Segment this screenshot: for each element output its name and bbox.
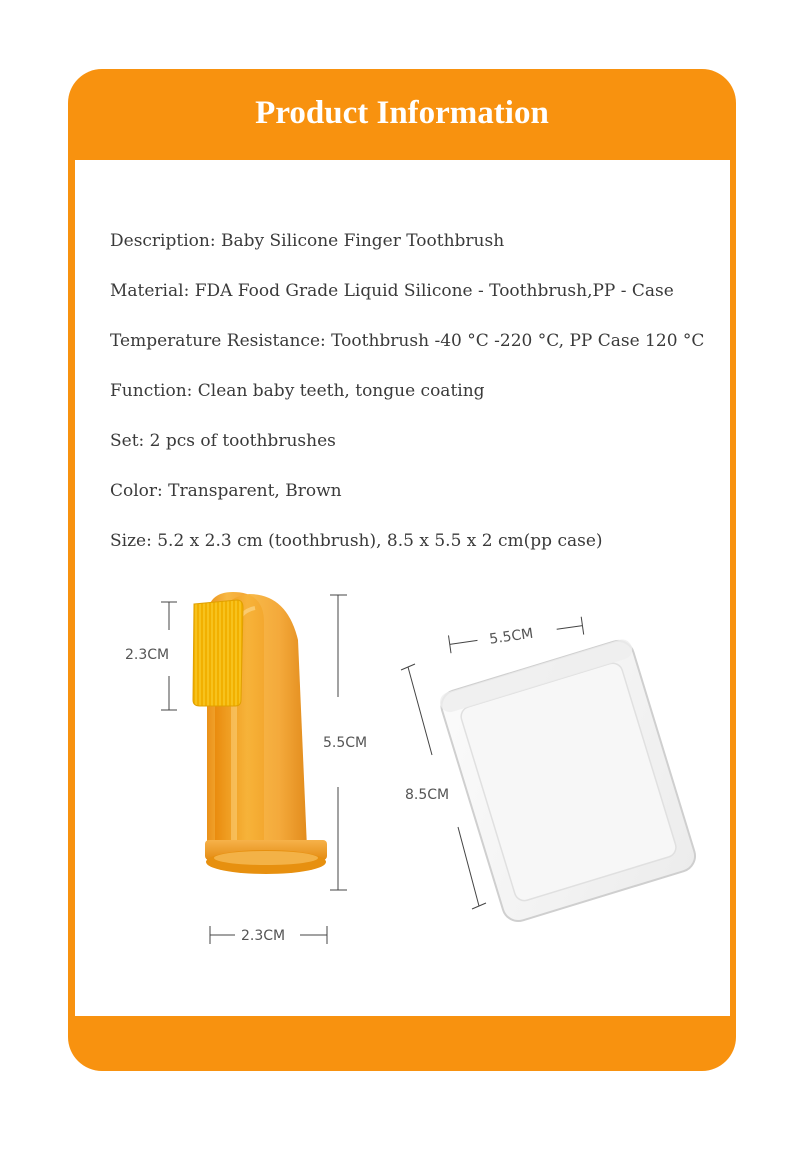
spec-list xyxy=(110,227,704,577)
case-width-dimension xyxy=(448,617,583,653)
spec-function: Function: Clean baby teeth, tongue coating xyxy=(110,381,485,401)
spec-set: Set: 2 pcs of toothbrushes xyxy=(110,431,336,451)
spec-material: Material: FDA Food Grade Liquid Silicone - Toothbrush,PP - Case xyxy=(110,281,674,301)
brush-width-label: 2.3CM xyxy=(241,928,286,944)
brush-total-height-dimension xyxy=(323,595,367,890)
case-width-label: 5.5CM xyxy=(488,625,535,648)
brush-head-height-dimension xyxy=(125,602,177,710)
spec-temperature: Temperature Resistance: Toothbrush -40 °C -220 °C, PP Case 120 °C xyxy=(110,331,705,351)
pp-case-image xyxy=(438,637,699,925)
brush-head-height-label: 2.3CM xyxy=(125,647,170,663)
page-title: Product Information xyxy=(255,95,549,131)
spec-color: Color: Transparent, Brown xyxy=(110,481,342,501)
toothbrush-image xyxy=(193,592,327,874)
product-info-card xyxy=(68,69,736,1071)
spec-size: Size: 5.2 x 2.3 cm (toothbrush), 8.5 x 5.5 x 2 cm(pp case) xyxy=(110,531,603,551)
spec-description: Description: Baby Silicone Finger Toothbrush xyxy=(110,231,505,251)
brush-width-dimension xyxy=(210,926,327,944)
content-panel xyxy=(75,160,730,1016)
case-length-label: 8.5CM xyxy=(405,787,450,803)
product-dimension-figure xyxy=(75,590,730,990)
brush-total-height-label: 5.5CM xyxy=(323,735,368,751)
